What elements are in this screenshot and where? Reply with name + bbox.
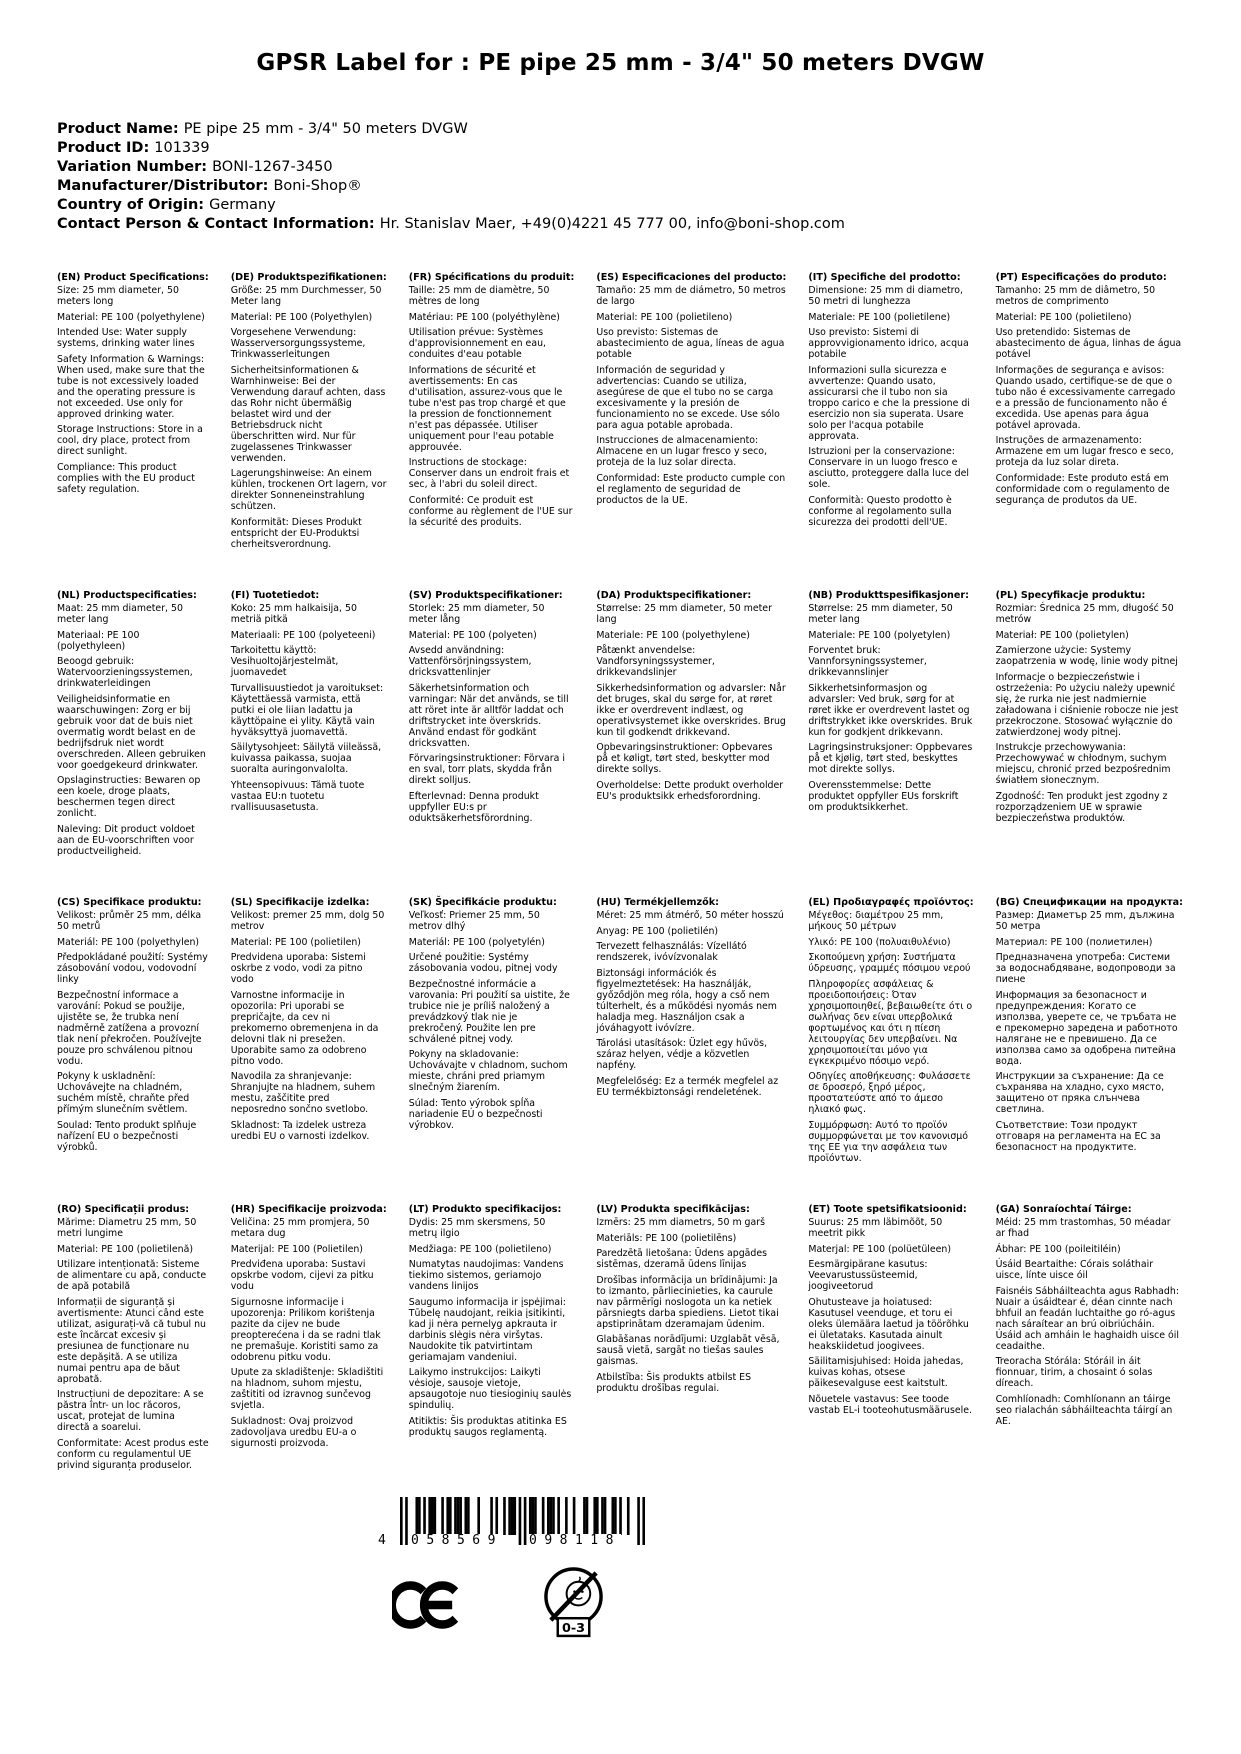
language-block-paragraph: Rozmiar: Średnica 25 mm, długość 50 metrów: [995, 603, 1174, 625]
language-block-paragraph: Glabāšanas norādījumi: Uzglabāt vēsā, sausā vietā, sargāt no tiešas saules gaismas.: [596, 1334, 780, 1367]
language-block-paragraph: Instructions de stockage: Conserver dans un endroit frais et sec, à l'abri du soleil direct.: [408, 457, 570, 490]
language-block-paragraph: Materiał: PE 100 (polietylen): [995, 629, 1129, 641]
language-block-title: (NB) Produkttspesifikasjoner:: [808, 590, 969, 601]
language-block-paragraph: Material: PE 100 (Polyethylen): [230, 311, 373, 323]
barcode: [378, 1497, 645, 1548]
product-info-value: Boni-Shop®: [273, 178, 362, 194]
language-block-paragraph: Størrelse: 25 mm diameter, 50 meter lang: [808, 603, 953, 625]
language-block-en: [57, 272, 218, 499]
language-block-paragraph: Størrelse: 25 mm diameter, 50 meter lang: [596, 603, 772, 625]
language-block-paragraph: Size: 25 mm diameter, 50 meters long: [57, 285, 179, 307]
product-info-label: Variation Number:: [57, 159, 208, 175]
barcode-digit-group-right: 098118: [529, 1533, 621, 1548]
product-info-label: Manufacturer/Distributor:: [57, 178, 269, 194]
language-block-paragraph: Tamaño: 25 mm de diámetro, 50 metros de largo: [596, 285, 786, 307]
language-block-paragraph: Säilitamisjuhised: Hoida jahedas, kuivas kohas, otsese päikesevalguse eest kaitstult.: [808, 1356, 964, 1389]
language-block-cs: [57, 897, 218, 1157]
language-block-paragraph: Materiál: PE 100 (polyethylen): [57, 936, 200, 948]
language-block-sl: [231, 897, 396, 1146]
language-block-paragraph: Uso previsto: Sistemas de abastecimiento de agua, líneas de agua potable: [596, 327, 785, 360]
language-block-paragraph: Treoracha Stórála: Stóráil in áit fionnuar, tirim, a chosaint ó solas díreach.: [995, 1356, 1153, 1389]
language-block-paragraph: Overholdelse: Dette produkt overholder EU's produktsikk erhedsforordning.: [596, 779, 784, 802]
page-title: GPSR Label for : PE pipe 25 mm - 3/4" 50 meters DVGW: [256, 50, 985, 76]
language-block-paragraph: Drošības informācija un brīdinājumi: Ja to izmanto, pārliecinieties, ka caurule nav pārmērīgi noslogota un ka netiek pārsniegts darba spiediens. Lietot tikai apstiprinātam dzeramajam ūdenim.: [596, 1274, 779, 1330]
language-block-paragraph: Materiaali: PE 100 (polyeteeni): [230, 629, 376, 641]
language-block-title: (FI) Tuotetiedot:: [230, 590, 320, 601]
product-info-line: [57, 139, 1184, 158]
language-block-paragraph: Dydis: 25 mm skersmens, 50 metrų ilgio: [408, 1217, 546, 1239]
language-block-paragraph: Turvallisuustiedot ja varoitukset: Käytettäessä varmista, että putki ei ole liian ladattu ja käyttöpaine ei ylity. Käytä vain hyväksyttyä juomavettä.: [230, 682, 384, 738]
language-block-paragraph: Materiál: PE 100 (polyetylén): [408, 936, 545, 948]
language-block-paragraph: Dimensione: 25 mm di diametro, 50 metri di lunghezza: [808, 285, 964, 307]
barcode-digit-group-first: 4: [378, 1533, 386, 1548]
language-block-paragraph: Σκοπούμενη χρήση: Συστήματα ύδρευσης, γραμμές πόσιμου νερού: [808, 952, 971, 974]
language-block-paragraph: Informazioni sulla sicurezza e avvertenze: Quando usato, assicurarsi che il tubo non sia troppo carico e che la pressione di esercizio non sia superata. Usare solo per l'acqua potabile approvata.: [808, 364, 970, 442]
language-block-paragraph: Material: PE 100 (polyeten): [408, 629, 537, 641]
language-block-paragraph: Pokyny k uskladnění: Uchovávejte na chladném, suchém místě, chraňte před přímým slunečním světlem.: [57, 1071, 190, 1115]
language-block-title: (PL) Specyfikacje produktu:: [995, 590, 1146, 601]
language-blocks-grid: [57, 272, 1184, 1475]
language-block-el: [808, 897, 982, 1168]
language-block-paragraph: Velikost: průměr 25 mm, délka 50 metrů: [57, 910, 202, 932]
language-block-paragraph: Sikkerhedsinformation og advarsler: Når det bruges, skal du sørge for, at røret ikke er overdrevent indlæst, og operativsystemet ikke overskrides. Brug kun til godkendt drikkevand.: [596, 682, 786, 738]
language-block-paragraph: Påtænkt anvendelse: Vandforsyningssystemer, drikkevandslinjer: [596, 645, 715, 678]
language-block-title: (SK) Špecifikácie produktu:: [408, 897, 557, 908]
language-block-title: (LV) Produkta specifikācijas:: [596, 1204, 750, 1215]
language-block-paragraph: Conformidade: Este produto está em conformidade com o regulamento de segurança de produtos da UE.: [995, 472, 1170, 506]
language-block-paragraph: Tárolási utasítások: Üzlet egy hűvös, száraz helyen, védje a közvetlen napfény.: [596, 1038, 768, 1071]
language-block-paragraph: Οδηγίες αποθήκευσης: Φυλάσσετε σε δροσερό, ξηρό μέρος, προστατεύστε από το άμεσο ηλιακό φως.: [808, 1071, 971, 1115]
language-block-title: (HR) Specifikacije proizvoda:: [230, 1204, 387, 1215]
language-block-paragraph: Matériau: PE 100 (polyéthylène): [408, 311, 560, 323]
language-block-de: [231, 272, 396, 554]
language-block-paragraph: Maat: 25 mm diameter, 50 meter lang: [57, 603, 183, 625]
language-block-title: (SL) Specifikacije izdelka:: [230, 897, 370, 908]
language-block-paragraph: Materjal: PE 100 (polüetüleen): [808, 1243, 952, 1255]
language-block-paragraph: Съответствие: Този продукт отговаря на регламента на ЕС за безопасност на продуктите.: [995, 1119, 1161, 1153]
language-block-paragraph: Koko: 25 mm halkaisija, 50 metriä pitkä: [230, 603, 357, 625]
barcode-digit-group-left: 058569: [411, 1533, 503, 1548]
language-block-title: (SV) Produktspecifikationer:: [408, 590, 563, 601]
language-block-paragraph: Materiāls: PE 100 (polietilēns): [596, 1232, 737, 1244]
language-block-title: (CS) Specifikace produktu:: [57, 897, 202, 908]
language-block-paragraph: Súlad: Tento výrobok spĺňa nariadenie EÚ o bezpečnosti výrobkov.: [408, 1097, 543, 1131]
language-block-paragraph: Instruções de armazenamento: Armazene em um lugar fresco e seco, proteja da luz solar direta.: [995, 435, 1174, 468]
language-block-sv: [409, 590, 584, 828]
language-block-fi: [231, 590, 396, 817]
language-block-paragraph: Veličina: 25 mm promjera, 50 metara dug: [230, 1217, 370, 1239]
language-block-paragraph: Materiale: PE 100 (polyetylen): [808, 629, 951, 641]
language-block-paragraph: Bezpečnostní informace a varování: Pokud se použije, ujistěte se, že trubka není nadměrně zatížena a provozní tlak není překročen. Používejte pouze pro schválenou pitnou vodu.: [57, 989, 202, 1067]
language-block-paragraph: Säkerhetsinformation och varningar: När det används, se till att röret inte är alltför laddat och driftstrycket inte överskrids. Använd endast för godkänt dricksvatten.: [408, 682, 569, 749]
language-block-paragraph: Varnostne informacije in opozorila: Pri uporabi se prepričajte, da cev ni prekomerno obremenjena in da delovni tlak ni presežen. Uporabite samo za odobreno pitno vodo.: [230, 989, 379, 1067]
language-block-title: (DA) Produktspecifikationer:: [596, 590, 752, 601]
language-block-paragraph: Storage Instructions: Store in a cool, dry place, protect from direct sunlight.: [57, 424, 203, 457]
language-block-sk: [409, 897, 584, 1135]
language-block-paragraph: Eesmärgipärane kasutus: Veevarustussüsteemid, joogiveetorud: [808, 1259, 928, 1292]
language-block-title: (DE) Produktspezifikationen:: [230, 272, 387, 283]
language-block-paragraph: Atitiktis: Šis produktas atitinka ES produktų saugos reglamentą.: [408, 1415, 567, 1438]
language-block-paragraph: Anyag: PE 100 (polietilén): [596, 925, 719, 937]
language-block-paragraph: Yhteensopivuus: Tämä tuote vastaa EU:n tuotetu rvallisuusasetusta.: [230, 779, 365, 813]
age-warning-label: 0-3: [561, 1620, 586, 1636]
product-info-value: Hr. Stanislav Maer, +49(0)4221 45 777 00, info@boni-shop.com: [379, 216, 845, 232]
language-block-title: (EN) Product Specifications:: [57, 272, 209, 283]
language-block-paragraph: Beoogd gebruik: Watervoorzieningssystemen, drinkwaterleidingen: [57, 656, 193, 689]
language-block-paragraph: Förvaringsinstruktioner: Förvara i en sval, torr plats, skydda från direkt solljus.: [408, 753, 565, 786]
language-block-paragraph: Instrucțiuni de depozitare: A se păstra într- un loc răcoros, uscat, protejat de lumina directă a soarelui.: [57, 1389, 204, 1433]
language-block-title: (IT) Specifiche del prodotto:: [808, 272, 961, 283]
language-block-paragraph: Opbevaringsinstruktioner: Opbevares på et køligt, tørt sted, beskytter mod direkte sollys.: [596, 742, 773, 775]
language-block-title: (HU) Termékjellemzők:: [596, 897, 719, 908]
language-block-paragraph: Información de seguridad y advertencias: Cuando se utiliza, asegúrese de que el tubo no se carga excesivamente y la presión de funcionamiento no se excede. Use sólo para agua potable aprobada.: [596, 364, 780, 431]
language-block-paragraph: Zamierzone użycie: Systemy zaopatrzenia w wodę, linie wody pitnej: [995, 645, 1178, 667]
language-block-paragraph: Tamanho: 25 mm de diâmetro, 50 metros de comprimento: [995, 285, 1156, 307]
language-block-paragraph: Informații de siguranță și avertismente: Atunci când este utilizat, asigurați-vă că tubul nu este încărcat excesiv și presiunea de funcționare nu este depășită. A se utiliza numai pentru apa de băut aprobată.: [57, 1296, 207, 1385]
language-block-paragraph: Material: PE 100 (polietilenă): [57, 1243, 193, 1255]
product-info-line: [57, 177, 1184, 196]
product-info-line: [57, 120, 1184, 139]
language-block-paragraph: Größe: 25 mm Durchmesser, 50 Meter lang: [230, 285, 382, 307]
language-block-paragraph: Veľkosť: Priemer 25 mm, 50 metrov dlhý: [408, 910, 540, 932]
language-block-paragraph: Opslaginstructies: Bewaren op een koele, droge plaats, beschermen tegen direct zonlicht.: [57, 775, 201, 819]
language-block-paragraph: Material: PE 100 (polietilen): [230, 936, 361, 948]
language-block-paragraph: Συμμόρφωση: Αυτό το προϊόν συμμορφώνεται με τον κανονισμό της ΕΕ για την ασφάλεια των προϊόντων.: [808, 1119, 968, 1164]
language-block-paragraph: Naleving: Dit product voldoet aan de EU-voorschriften voor productveiligheid.: [57, 823, 195, 857]
language-block-paragraph: Taille: 25 mm de diamètre, 50 mètres de long: [408, 285, 550, 307]
language-block-paragraph: Informações de segurança e avisos: Quando usado, certifique-se de que o tubo não é excessivamente carregado e a pressão de funcionamento não é excedida. Use apenas para água potável aprovada.: [995, 364, 1176, 431]
language-block-paragraph: Laikymo instrukcijos: Laikyti vėsioje, sausoje vietoje, apsaugotoje nuo tiesioginių saulės spindulių.: [408, 1367, 572, 1411]
language-block-nb: [808, 590, 982, 817]
language-block-paragraph: Safety Information & Warnings: When used, make sure that the tube is not excessively loaded and the operating pressure is not exceeded. Use only for approved drinking water.: [57, 353, 205, 420]
language-block-paragraph: Informacje o bezpieczeństwie i ostrzeżenia: Po użyciu należy upewnić się, że rurka nie jest nadmiernie załadowana i ciśnienie robocze nie jest przekroczone. Stosować wyłącznie do zatwierdzonej wody pitnej.: [995, 671, 1179, 738]
product-info-value: BONI-1267-3450: [212, 159, 333, 175]
language-block-paragraph: Sikkerhetsinformasjon og advarsler: Ved bruk, sørg for at røret ikke er overdrevent lastet og driftstrykket ikke overskrides. Bruk kun for godkjent drikkevann.: [808, 682, 973, 738]
language-block-paragraph: Uso previsto: Sistemi di approvvigionamento idrico, acqua potabile: [808, 327, 969, 360]
language-block-paragraph: Určené použitie: Systémy zásobovania vodou, pitnej vody: [408, 952, 558, 974]
language-block-paragraph: Υλικό: PE 100 (πολυαιθυλένιο): [808, 936, 951, 948]
product-info-value: PE pipe 25 mm - 3/4" 50 meters DVGW: [183, 121, 468, 137]
language-block-title: (EL) Προδιαγραφές προϊόντος:: [808, 897, 974, 908]
language-block-paragraph: Comhlíonadh: Comhlíonann an táirge seo rialachán sábháilteachta táirgí an AE.: [995, 1393, 1173, 1427]
language-block-paragraph: Sukladnost: Ovaj proizvod zadovoljava uredbu EU-a o sigurnosti proizvoda.: [230, 1415, 357, 1449]
language-block-it: [808, 272, 982, 532]
footer: [378, 1497, 645, 1641]
product-info-value: Germany: [209, 197, 276, 213]
product-info-line: [57, 215, 1184, 234]
language-block-title: (RO) Specificații produs:: [57, 1204, 190, 1215]
language-block-paragraph: Ohutusteave ja hoiatused: Kasutusel veenduge, et toru ei oleks ülemäära laetud ja töörõhku ei ületataks. Kasutada ainult heakskiidetud joogivees.: [808, 1296, 969, 1352]
language-block-paragraph: Paredzētā lietošana: Ūdens apgādes sistēmas, dzeramā ūdens līnijas: [596, 1248, 768, 1270]
language-block-et: [808, 1204, 982, 1420]
symbols-row: [400, 1561, 645, 1641]
language-block-bg: [996, 897, 1192, 1157]
language-block-paragraph: Instrukcje przechowywania: Przechowywać w chłodnym, suchym miejscu, chronić przed bezpośrednim światłem słonecznym.: [995, 742, 1171, 786]
product-info-line: [57, 196, 1184, 215]
language-block-paragraph: Méret: 25 mm átmérő, 50 méter hosszú: [596, 910, 784, 921]
language-block-paragraph: Conformitate: Acest produs este conform cu regulamentul UE privind siguranța produselor.: [57, 1437, 209, 1471]
language-block-paragraph: Material: PE 100 (polietileno): [995, 311, 1132, 323]
product-info-label: Product ID:: [57, 140, 150, 156]
language-block-paragraph: Материал: PE 100 (полиетилен): [995, 936, 1153, 948]
language-block-paragraph: Faisnéis Sábháilteachta agus Rabhadh: Nuair a úsáidtear é, déan cinnte nach bhfuil an feadán luchtaithe go ró-agus nach sáraítear an brú oibriúcháin. Úsáid ach amháin le haghaidh uisce óil ceadaithe.: [995, 1285, 1179, 1352]
language-block-paragraph: Forventet bruk: Vannforsyningssystemer, drikkevannslinjer: [808, 645, 927, 678]
language-block-pt: [996, 272, 1192, 510]
language-block-lt: [409, 1204, 584, 1442]
language-block-pl: [996, 590, 1192, 828]
ce-mark-icon: [392, 1579, 462, 1631]
language-block-hu: [596, 897, 795, 1102]
language-block-paragraph: Инструкции за съхранение: Да се съхранява на хладно, сухо място, защитено от пряка слънчева светлина.: [995, 1071, 1165, 1115]
language-block-da: [596, 590, 795, 806]
language-block-paragraph: Istruzioni per la conservazione: Conservare in un luogo fresco e asciutto, proteggere dalla luce del sole.: [808, 446, 969, 490]
language-block-paragraph: Mărime: Diametru 25 mm, 50 metri lungime: [57, 1217, 197, 1239]
language-block-paragraph: Säilytysohjeet: Säilytä viileässä, kuivassa paikassa, suojaa suoralta auringonvalolta.: [230, 742, 382, 775]
language-block-paragraph: Размер: Диаметър 25 mm, дължина 50 метра: [995, 910, 1175, 932]
language-block-paragraph: Conformidad: Este producto cumple con el reglamento de seguridad de productos de la UE.: [596, 472, 786, 506]
language-block-paragraph: Predvidena uporaba: Sistemi oskrbe z vodo, vodi za pitno vodo: [230, 952, 366, 985]
language-block-paragraph: Materiale: PE 100 (polietilene): [808, 311, 951, 323]
language-block-paragraph: Saugumo informacija ir įspėjimai: Tūbelę naudojant, reikia įsitikinti, kad ji nėra pernelyg apkrauta ir darbinis slėgis nėra viršytas. Naudokite tik patvirtintam geriamajam vandeniui.: [408, 1296, 566, 1363]
language-block-paragraph: Predviđena uporaba: Sustavi opskrbe vodom, cijevi za pitku vodu: [230, 1259, 374, 1292]
language-block-paragraph: Sigurnosne informacije i upozorenja: Prilikom korištenja pazite da cijev ne bude preopterećena i da se radni tlak ne premašuje. Koristiti samo za odobrenu pitku vodu.: [230, 1296, 381, 1363]
language-block-paragraph: Předpokládané použití: Systémy zásobování vodou, vodovodní linky: [57, 952, 208, 985]
language-block-paragraph: Предназначена употреба: Системи за водоснабдяване, водопроводи за пиене: [995, 952, 1176, 985]
language-block-paragraph: Compliance: This product complies with the EU product safety regulation.: [57, 461, 195, 495]
language-block-paragraph: Zgodność: Ten produkt jest zgodny z rozporządzeniem UE w sprawie bezpieczeństwa produktów.: [995, 790, 1168, 824]
language-block-paragraph: Instrucciones de almacenamiento: Almacene en un lugar fresco y seco, proteja de la luz solar directa.: [596, 435, 768, 468]
language-block-paragraph: Lagringsinstruksjoner: Oppbevares på et kjølig, tørt sted, beskyttes mot direkte sollys.: [808, 742, 973, 775]
language-block-paragraph: Vorgesehene Verwendung: Wasserversorgungssysteme, Trinkwasserleitungen: [230, 327, 366, 360]
language-block-title: (NL) Productspecificaties:: [57, 590, 197, 601]
language-block-paragraph: Tervezett felhasználás: Vízellátó rendszerek, ivóvízvonalak: [596, 941, 747, 963]
language-block-paragraph: Bezpečnostné informácie a varovania: Pri použití sa uistite, že trubice nie je príliš naložený a prevádzkový tlak nie je prekročený. Použite len pre schválené pitnej vody.: [408, 978, 570, 1045]
language-block-paragraph: Materiaal: PE 100 (polyethyleen): [57, 629, 140, 652]
language-block-paragraph: Úsáid Beartaithe: Córais soláthair uisce, línte uisce óil: [995, 1259, 1154, 1281]
language-block-paragraph: Μέγεθος: διαμέτρου 25 mm, μήκους 50 μέτρων: [808, 910, 944, 932]
language-block-lv: [596, 1204, 795, 1398]
language-block-paragraph: Megfelelőség: Ez a termék megfelel az EU termékbiztonsági rendeletének.: [596, 1075, 779, 1098]
language-block-nl: [57, 590, 218, 861]
language-block-paragraph: Méid: 25 mm trastomhas, 50 méadar ar fhad: [995, 1217, 1171, 1239]
language-block-hr: [231, 1204, 396, 1453]
language-block-paragraph: Lagerungshinweise: An einem kühlen, trockenen Ort lagern, vor direkter Sonneneinstrahlung schützen.: [230, 468, 387, 512]
language-block-paragraph: Suurus: 25 mm läbimõõt, 50 meetrit pikk: [808, 1217, 943, 1239]
language-block-paragraph: Navodila za shranjevanje: Shranjujte na hladnem, suhem mestu, zaščitite pred neposredno sončno svetlobo.: [230, 1071, 376, 1115]
language-block-paragraph: Информация за безопасност и предупреждения: Когато се използва, уверете се, че тръбата не е прекомерно заредена и работното налягане не е превишено. Да се използва само за одобрена питейна вода.: [995, 989, 1178, 1067]
language-block-paragraph: Konformität: Dieses Produkt entspricht der EU-Produktsi cherheitsverordnung.: [230, 516, 362, 550]
product-info-label: Contact Person & Contact Information:: [57, 216, 375, 232]
language-block-paragraph: Pokyny na skladovanie: Uchovávajte v chladnom, suchom mieste, chráni pred priamym slnečným žiarením.: [408, 1049, 568, 1093]
language-block-title: (LT) Produkto specifikacijos:: [408, 1204, 562, 1215]
language-block-paragraph: Soulad: Tento produkt splňuje nařízení EU o bezpečnosti výrobků.: [57, 1119, 197, 1153]
language-block-es: [596, 272, 795, 510]
language-block-paragraph: Conformité: Ce produit est conforme au règlement de l'UE sur la sécurité des produits.: [408, 494, 573, 528]
language-block-paragraph: Uso pretendido: Sistemas de abastecimento de água, linhas de água potável: [995, 327, 1182, 360]
language-block-paragraph: Materiale: PE 100 (polyethylene): [596, 629, 750, 641]
language-block-title: (PT) Especificações do produto:: [995, 272, 1167, 283]
language-block-ro: [57, 1204, 218, 1475]
language-block-paragraph: Biztonsági információk és figyelmeztetések: Ha használják, győződjön meg róla, hogy a cső nem túlterhelt, és a működési nyomás nem haladja meg. Használjon csak a jóváhagyott ivóvízre.: [596, 967, 777, 1034]
language-block-paragraph: Medžiaga: PE 100 (polietileno): [408, 1243, 552, 1255]
language-block-paragraph: Ábhar: PE 100 (poileitiléin): [995, 1243, 1121, 1255]
language-block-paragraph: Izmērs: 25 mm diametrs, 50 m garš: [596, 1217, 765, 1228]
language-block-paragraph: Nõuetele vastavus: See toode vastab EL-i tooteohutusmäärusele.: [808, 1393, 972, 1416]
language-block-paragraph: Storlek: 25 mm diameter, 50 meter lång: [408, 603, 545, 625]
language-block-paragraph: Utilisation prévue: Systèmes d'approvisionnement en eau, conduites d'eau potable: [408, 327, 546, 360]
language-block-paragraph: Πληροφορίες ασφάλειας & προειδοποιήσεις: Όταν χρησιμοποιηθεί, βεβαιωθείτε ότι ο σωλήνας δεν είναι υπερβολικά φορτωμένος και ότι η πίεση λειτουργίας δεν υπερβαίνει. Να χρησιμοποιείται μόνο για εγκεκριμένο πόσιμο νερό.: [808, 978, 973, 1067]
language-block-ga: [996, 1204, 1192, 1431]
language-block-paragraph: Avsedd användning: Vattenförsörjningssystem, dricksvattenlinjer: [408, 645, 532, 678]
language-block-title: (BG) Спецификации на продукта:: [995, 897, 1183, 908]
language-block-paragraph: Tarkoitettu käyttö: Vesihuoltojärjestelmät, juomavedet: [230, 645, 339, 678]
language-block-paragraph: Intended Use: Water supply systems, drinking water lines: [57, 327, 195, 349]
language-block-paragraph: Overensstemmelse: Dette produktet oppfyller EUs forskrift om produktsikkerhet.: [808, 779, 959, 813]
product-info-label: Product Name:: [57, 121, 179, 137]
language-block-paragraph: Velikost: premer 25 mm, dolg 50 metrov: [230, 910, 385, 932]
language-block-paragraph: Materijal: PE 100 (Polietilen): [230, 1243, 363, 1255]
product-info-label: Country of Origin:: [57, 197, 205, 213]
language-block-title: (GA) Sonraíochtaí Táirge:: [995, 1204, 1132, 1215]
language-block-title: (FR) Spécifications du produit:: [408, 272, 575, 283]
language-block-paragraph: Atbilstība: Šis produkts atbilst ES produktu drošības regulai.: [596, 1371, 752, 1394]
language-block-paragraph: Sicherheitsinformationen & Warnhinweise: Bei der Verwendung darauf achten, dass das Rohr nicht übermäßig belastet wird und der Betriebsdruck nicht überschritten wird. Nur für zugelassenes Trinkwasser verwenden.: [230, 364, 386, 464]
language-block-paragraph: Upute za skladištenje: Skladištiti na hladnom, suhom mjestu, zaštititi od izravnog sunčevog svjetla.: [230, 1367, 384, 1411]
language-block-paragraph: Efterlevnad: Denna produkt uppfyller EU:s pr oduktsäkerhetsförordning.: [408, 790, 539, 824]
language-block-title: (ES) Especificaciones del producto:: [596, 272, 787, 283]
language-block-paragraph: Veiligheidsinformatie en waarschuwingen: Zorg er bij gebruik voor dat de buis niet overmatig wordt belast en de bedrijfsdruk niet wordt overschreden. Alleen gebruiken voor goedgekeurd drinkwater.: [57, 693, 206, 771]
language-block-paragraph: Conformità: Questo prodotto è conforme al regolamento sulla sicurezza dei prodotti dell'UE.: [808, 494, 952, 528]
language-block-paragraph: Numatytas naudojimas: Vandens tiekimo sistemos, geriamojo vandens linijos: [408, 1259, 564, 1292]
product-info-line: [57, 158, 1184, 177]
product-info: [57, 120, 1184, 234]
product-info-value: 101339: [154, 140, 210, 156]
language-block-paragraph: Skladnost: Ta izdelek ustreza uredbi EU o varnosti izdelkov.: [230, 1119, 370, 1142]
language-block-paragraph: Informations de sécurité et avertissements: En cas d'utilisation, assurez-vous que le tube n'est pas trop chargé et que la pression de fonctionnement n'est pas dépassée. Utiliser uniquement pour l'eau potable approuvée.: [408, 364, 566, 453]
age-warning-0-3-icon: [542, 1561, 605, 1638]
language-block-fr: [409, 272, 584, 532]
language-block-paragraph: Utilizare intenționată: Sisteme de alimentare cu apă, conducte de apă potabilă: [57, 1259, 207, 1292]
language-block-paragraph: Material: PE 100 (polyethylene): [57, 311, 205, 323]
language-block-paragraph: Material: PE 100 (polietileno): [596, 311, 733, 323]
language-block-title: (ET) Toote spetsifikatsioonid:: [808, 1204, 967, 1215]
